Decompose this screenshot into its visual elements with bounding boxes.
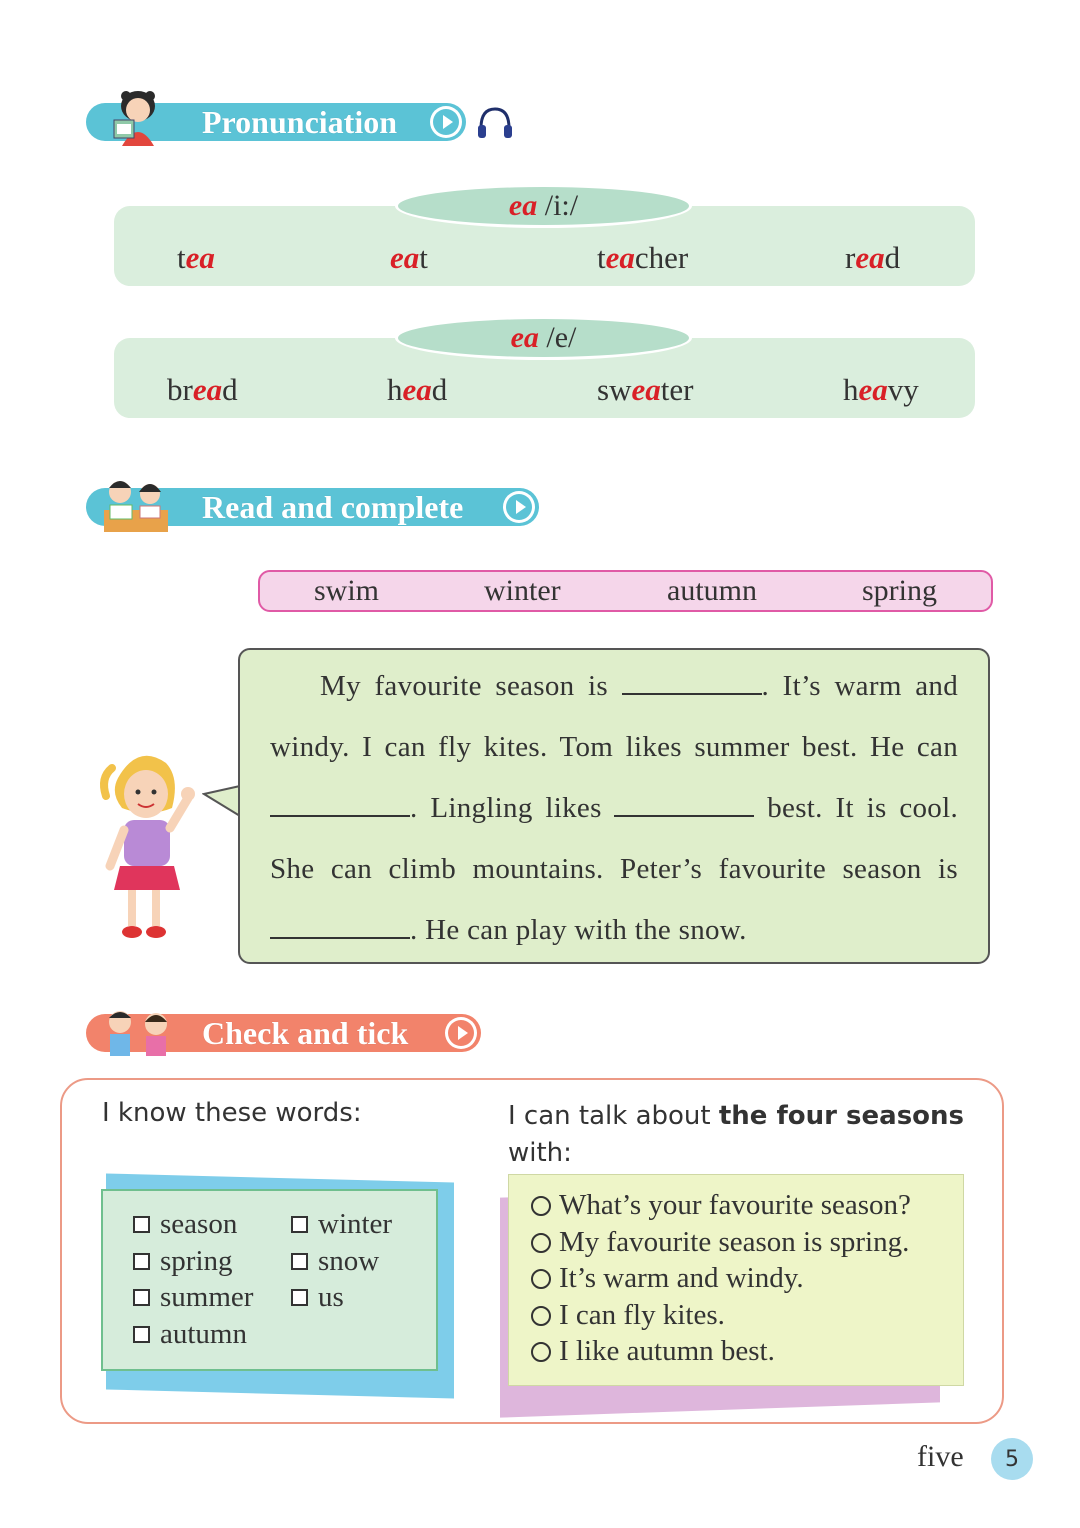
read-complete-title: Read and complete	[202, 488, 464, 525]
checkbox-season[interactable]: season	[133, 1208, 237, 1241]
word-sweater: sweater	[597, 372, 694, 407]
passage-line-2: windy. I can fly kites. Tom likes summer best. He can	[270, 731, 958, 763]
radio-icon[interactable]	[531, 1306, 551, 1326]
phrase-option-4[interactable]: I can fly kites.	[531, 1299, 725, 1332]
check-tick-title: Check and tick	[202, 1014, 409, 1051]
word-bank	[258, 570, 993, 612]
girl-reading-icon	[106, 84, 166, 146]
checkbox-icon[interactable]	[291, 1253, 308, 1270]
page-number: 5	[1005, 1446, 1019, 1472]
radio-icon[interactable]	[531, 1342, 551, 1362]
checkbox-icon[interactable]	[291, 1289, 308, 1306]
checkbox-spring[interactable]: spring	[133, 1245, 233, 1278]
girl-waving-illustration	[88, 738, 208, 948]
answer-blank-1[interactable]	[622, 671, 762, 695]
checkbox-icon[interactable]	[133, 1216, 150, 1233]
word-bread: bread	[167, 372, 238, 407]
radio-icon[interactable]	[531, 1269, 551, 1289]
word-bank-item: swim	[314, 574, 380, 607]
speech-bubble-tail	[202, 784, 242, 820]
play-arrow-icon[interactable]	[503, 491, 535, 523]
word-bank-item: autumn	[667, 574, 757, 607]
know-words-heading: I know these words:	[102, 1098, 362, 1128]
pronunciation-title: Pronunciation	[202, 103, 397, 140]
answer-blank-2[interactable]	[270, 793, 410, 817]
word-head: head	[387, 372, 448, 407]
word-eat: eat	[390, 240, 428, 275]
play-arrow-icon[interactable]	[430, 106, 462, 138]
kids-waving-icon	[98, 1004, 180, 1056]
page-word: five	[917, 1440, 964, 1473]
checkbox-summer[interactable]: summer	[133, 1281, 253, 1314]
passage-box	[238, 648, 990, 964]
checkbox-us[interactable]: us	[291, 1281, 344, 1314]
answer-blank-4[interactable]	[270, 915, 410, 939]
talk-seasons-heading: I can talk about the four seasons with:	[508, 1101, 965, 1168]
phrase-option-1[interactable]: What’s your favourite season?	[531, 1189, 911, 1222]
checkbox-snow[interactable]: snow	[291, 1245, 379, 1278]
page-number-badge	[991, 1438, 1033, 1480]
word-bank-item: spring	[862, 574, 937, 607]
kids-reading-icon	[100, 472, 172, 534]
passage-line-5: . He can play with the snow.	[270, 914, 958, 947]
word-tea: tea	[177, 240, 215, 275]
word-teacher: teacher	[597, 240, 689, 275]
play-arrow-icon[interactable]	[445, 1017, 477, 1049]
checkbox-icon[interactable]	[133, 1326, 150, 1343]
phrase-option-3[interactable]: It’s warm and windy.	[531, 1262, 804, 1295]
radio-icon[interactable]	[531, 1196, 551, 1216]
sound-label-2: ea /e/	[395, 316, 692, 360]
checkbox-winter[interactable]: winter	[291, 1208, 392, 1241]
word-read: read	[845, 240, 901, 275]
word-heavy: heavy	[843, 372, 919, 407]
passage-line-3: . Lingling likes best. It is cool.	[270, 792, 958, 825]
sound-label-1: ea /i:/	[395, 184, 692, 228]
passage-line-1: My favourite season is . It’s warm and	[320, 670, 958, 702]
passage-line-4: She can climb mountains. Peter’s favourite season is	[270, 853, 958, 885]
phrase-option-2[interactable]: My favourite season is spring.	[531, 1226, 909, 1259]
phrase-option-5[interactable]: I like autumn best.	[531, 1335, 775, 1368]
answer-blank-3[interactable]	[614, 793, 754, 817]
word-bank-item: winter	[484, 574, 561, 607]
headphones-icon[interactable]	[476, 104, 514, 142]
checkbox-icon[interactable]	[133, 1289, 150, 1306]
radio-icon[interactable]	[531, 1233, 551, 1253]
checkbox-autumn[interactable]: autumn	[133, 1318, 247, 1351]
checkbox-icon[interactable]	[133, 1253, 150, 1270]
checkbox-icon[interactable]	[291, 1216, 308, 1233]
